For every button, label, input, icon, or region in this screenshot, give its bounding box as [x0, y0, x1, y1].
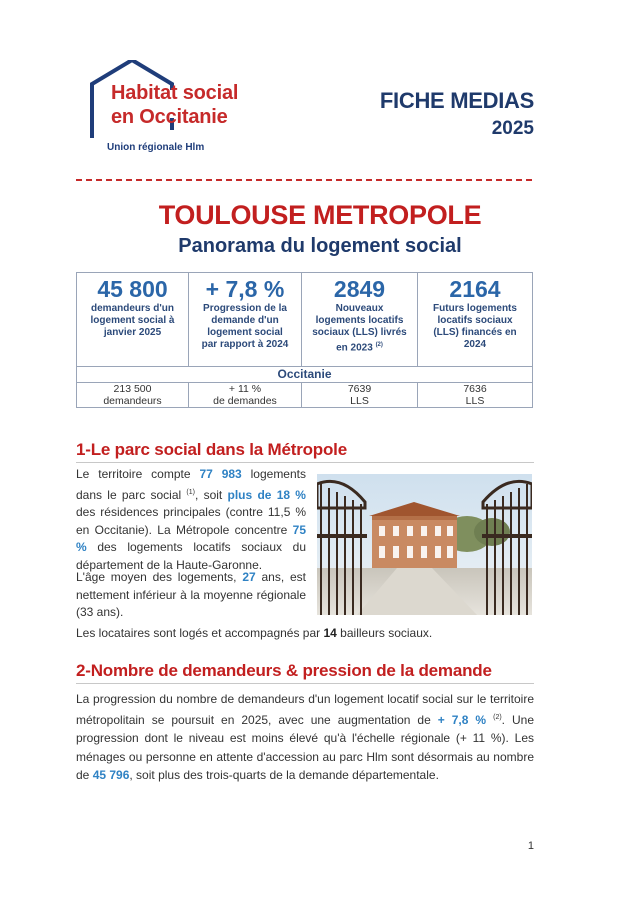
photo-residence-gates — [317, 474, 532, 615]
section2-paragraph1: La progression du nombre de demandeurs d'un logement locatif social sur le territoire métropolitain se poursuit en 2025, avec une augmentation de + 7,8 % $^{(2)}$. Une progression dont le niveau est moins élevé qu'à l'échelle régionale (+ 11 %). Les ménages ou personne en attente d'accession au parc Hlm sont désormais au nombre de 45 796, soit plus des trois-quarts de la demande départementale. — [76, 692, 535, 782]
stat-label: demandeurs d'un logement social à janvier 2025 — [90, 303, 175, 338]
occitanie-heading: Occitanie — [77, 366, 532, 383]
stat-value: + 7,8 % — [205, 276, 285, 302]
stat-value: 2849 — [333, 276, 386, 302]
section-rule — [76, 683, 534, 684]
stat-label: Futurs logements locatifs sociaux (LLS) financés en 2024 — [433, 303, 517, 350]
section2-heading: 2-Nombre de demandeurs & pression de la demande — [76, 661, 492, 680]
occitanie-cell: 7639 LLS — [302, 383, 418, 408]
section1-heading: 1-Le parc social dans la Métropole — [76, 440, 347, 459]
fiche-year: 2025 — [491, 118, 534, 139]
section1-paragraph2: L'âge moyen des logements, 27 ans, est nettement inférieur à la moyenne régionale (33 ans). — [76, 570, 307, 619]
stat-value: 45 800 — [97, 276, 168, 302]
page-subtitle: Panorama du logement social — [178, 235, 462, 257]
section1-paragraph3: Les locataires sont logés et accompagnés par 14 bailleurs sociaux. — [76, 626, 433, 640]
stat-cell-demandeurs — [77, 273, 189, 366]
stat-cell-progression — [189, 273, 302, 366]
stat-value: 2164 — [449, 276, 501, 302]
stat-label: Progression de la demande d'un logement social par rapport à 2024 — [201, 303, 289, 350]
stat-label: Nouveaux logements locatifs sociaux (LLS) livrés en 2023 $^{(2)}$ — [312, 303, 407, 354]
logo-text-line1: Habitat social — [111, 82, 239, 104]
stats-table — [76, 272, 533, 408]
footnote-ref: (2) — [375, 342, 383, 348]
page-number: 1 — [527, 840, 534, 852]
logo-text-line2: en Occitanie — [111, 106, 228, 128]
fiche-medias-label: FICHE MEDIAS — [379, 88, 534, 113]
page-title: TOULOUSE METROPOLE — [158, 200, 482, 230]
stat-cell-livres — [302, 273, 418, 366]
occitanie-cell: 7636 LLS — [463, 383, 487, 407]
occitanie-cell: + 11 % de demandes — [189, 383, 302, 408]
logo-tagline: Union régionale Hlm — [107, 142, 205, 153]
section-rule — [76, 462, 534, 463]
stat-cell-finances — [418, 273, 532, 366]
section1-paragraph1: Le territoire compte 77 983 logements dans le parc social $^{(1)}$, soit plus de 18 % des résidences principales (contre 11,5 % en Occitanie). La Métropole concentre 75 % des logements locatifs sociaux du département de la Haute-Garonne. — [76, 467, 306, 572]
dashed-divider — [76, 179, 532, 181]
occitanie-cell: 213 500 demandeurs — [77, 383, 189, 408]
